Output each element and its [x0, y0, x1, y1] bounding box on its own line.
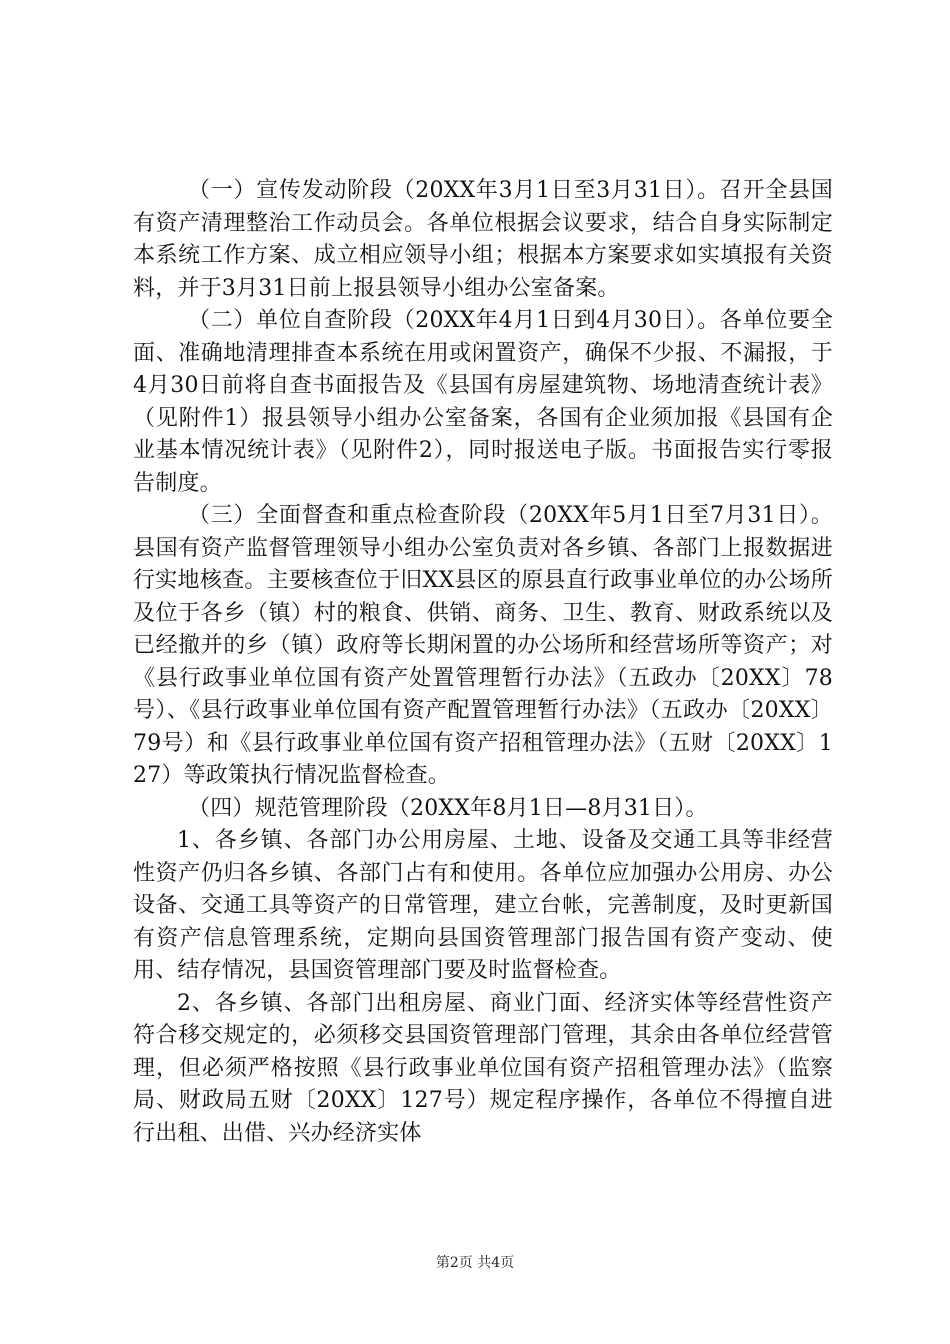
paragraph-stage-2: （二）单位自查阶段（20XX年4月1日到4月30日）。各单位要全面、准确地清理排查本系统在用或闲置资产，确保不少报、不漏报，于4月30日前将自查书面报告及《县国有房屋建筑物、场地清查统计表》（见附件1）报县领导小组办公室备案，各国有企业须加报《县国有企业基本情况统计表》（见附件2），同时报送电子版。书面报告实行零报告制度。: [133, 308, 833, 496]
paragraph-stage-3: （三）全面督查和重点检查阶段（20XX年5月1日至7月31日）。县国有资产监督管理领导小组办公室负责对各乡镇、各部门上报数据进行实地核查。主要核查位于旧XX县区的原县直行政事业单位的办公场所及位于各乡（镇）村的粮食、供销、商务、卫生、教育、财政系统以及已经撤并的乡（镇）政府等长期闲置的办公场所和经营场所等资产；对《县行政事业单位国有资产处置管理暂行办法》（五政办〔20XX〕78号）、《县行政事业单位国有资产配置管理暂行办法》（五政办〔20XX〕79号）和《县行政事业单位国有资产招租管理办法》（五财〔20XX〕127）等政策执行情况监督检查。: [133, 503, 833, 788]
paragraph-item-1: 1、各乡镇、各部门办公用房屋、土地、设备及交通工具等非经营性资产仍归各乡镇、各部门占有和使用。各单位应加强办公用房、办公设备、交通工具等资产的日常管理，建立台帐，完善制度，及时更新国有资产信息管理系统，定期向县国资管理部门报告国有资产变动、使用、结存情况，县国资管理部门要及时监督检查。: [133, 828, 833, 983]
paragraph-item-2: 2、各乡镇、各部门出租房屋、商业门面、经济实体等经营性资产符合移交规定的，必须移交县国资管理部门管理，其余由各单位经营管理，但必须严格按照《县行政事业单位国有资产招租管理办法》（监察局、财政局五财〔20XX〕127号）规定程序操作，各单位不得擅自进行出租、出借、兴办经济实体: [133, 990, 833, 1146]
document-body: [133, 175, 833, 1150]
page-footer: 第2页 共4页: [435, 1255, 515, 1271]
paragraph-stage-1: （一）宣传发动阶段（20XX年3月1日至3月31日）。召开全县国有资产清理整治工作动员会。各单位根据会议要求，结合自身实际制定本系统工作方案、成立相应领导小组；根据本方案要求如实填报有关资料，并于3月31日前上报县领导小组办公室备案。: [133, 178, 833, 301]
paragraph-stage-4: （四）规范管理阶段（20XX年8月1日—8月31日）。: [188, 795, 708, 821]
